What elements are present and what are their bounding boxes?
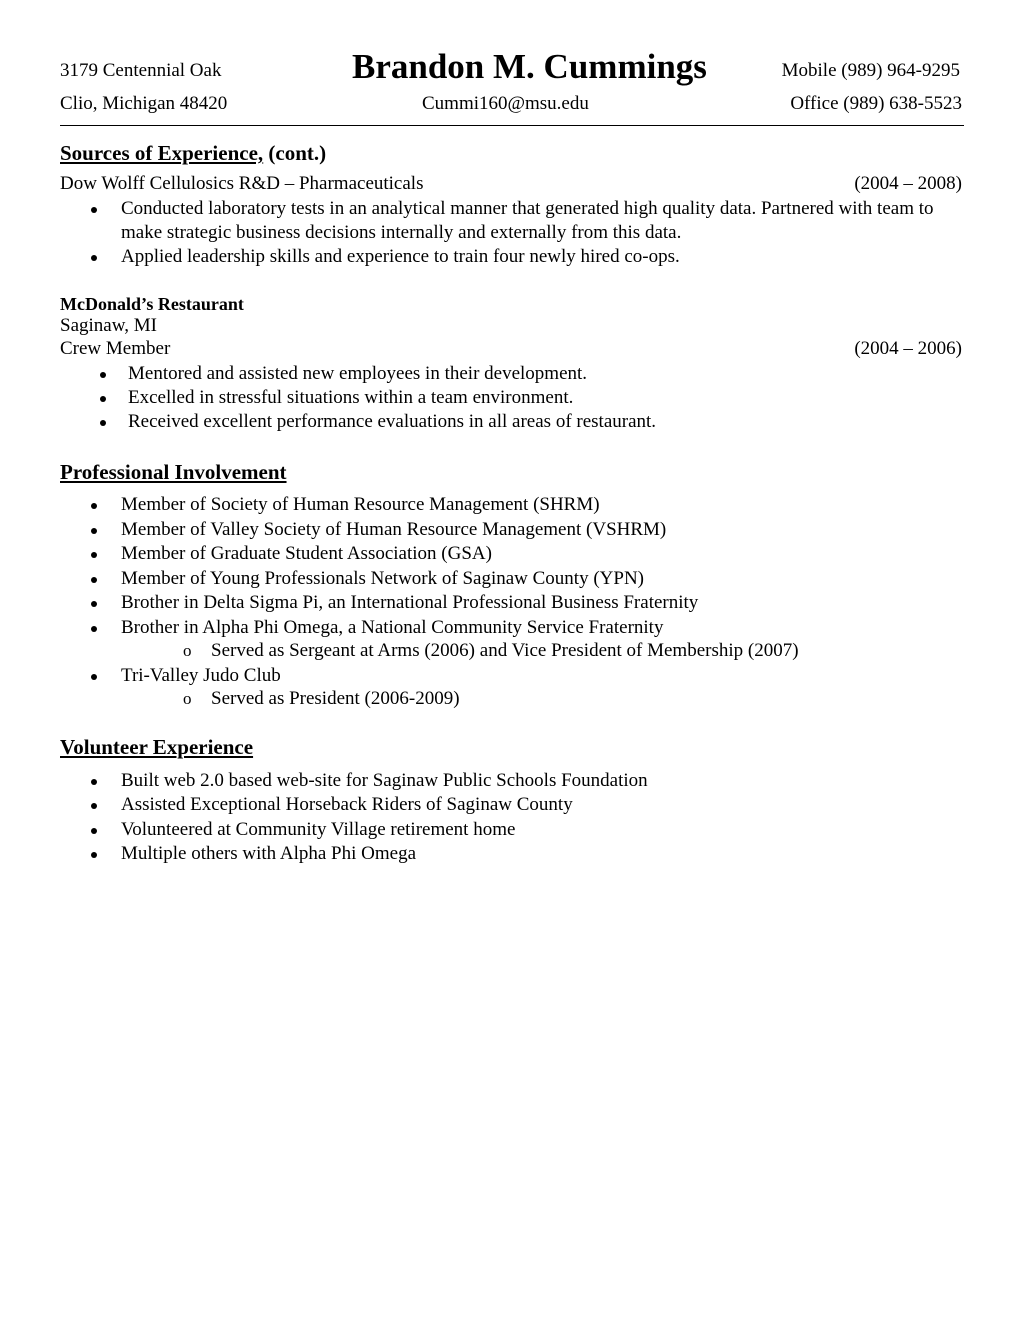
experience-title: Sources of Experience,	[60, 141, 264, 165]
volunteer-item-4: Multiple others with Alpha Phi Omega	[121, 843, 417, 864]
bullet-dot	[91, 852, 97, 858]
mobile-phone: Mobile (989) 964-9295	[781, 60, 960, 81]
volunteer-item-1: Built web 2.0 based web-site for Saginaw Public Schools Foundation	[121, 770, 648, 791]
bullet-dot	[91, 803, 97, 809]
dow-employer: Dow Wolff Cellulosics R&D – Pharmaceuticals	[60, 173, 424, 194]
bullet-dot	[91, 779, 97, 785]
bullet-dot	[91, 601, 97, 607]
mcdonalds-bullet-1: Mentored and assisted new employees in their development.	[128, 363, 588, 384]
volunteer-item-2: Assisted Exceptional Horseback Riders of Saginaw County	[121, 794, 573, 815]
sub-bullet-circle: o	[183, 689, 192, 708]
email-address: Cummi160@msu.edu	[422, 93, 589, 114]
bullet-dot	[91, 255, 97, 261]
section-title-involvement	[60, 459, 287, 485]
bullet-dot	[91, 577, 97, 583]
dow-dates: (2004 – 2008)	[854, 173, 962, 194]
involvement-item-4: Member of Young Professionals Network of Saginaw County (YPN)	[121, 568, 644, 589]
address-line-2: Clio, Michigan 48420	[60, 93, 228, 114]
experience-title-suffix: (cont.)	[263, 141, 327, 165]
volunteer-item-3: Volunteered at Community Village retirement home	[121, 819, 516, 840]
bullet-dot	[100, 372, 106, 378]
header-divider	[60, 125, 964, 126]
section-title-experience	[60, 140, 326, 166]
bullet-dot	[91, 503, 97, 509]
involvement-item-1: Member of Society of Human Resource Management (SHRM)	[121, 494, 600, 515]
mcdonalds-dates: (2004 – 2006)	[854, 338, 962, 359]
bullet-dot	[100, 420, 106, 426]
dow-bullet-2: Applied leadership skills and experience to train four newly hired co-ops.	[121, 246, 680, 267]
candidate-name: Brandon M. Cummings	[352, 47, 707, 86]
involvement-item-7: Tri-Valley Judo Club	[121, 665, 281, 686]
bullet-dot	[91, 207, 97, 213]
address-line-1: 3179 Centennial Oak	[60, 60, 222, 81]
section-title-volunteer	[60, 734, 253, 760]
bullet-dot	[100, 396, 106, 402]
mcdonalds-employer: McDonald’s Restaurant	[60, 294, 244, 314]
involvement-item-5: Brother in Delta Sigma Pi, an International Professional Business Fraternity	[121, 592, 699, 613]
mcdonalds-role: Crew Member	[60, 338, 171, 359]
bullet-dot	[91, 552, 97, 558]
involvement-sub-judo: Served as President (2006-2009)	[211, 688, 460, 709]
involvement-item-2: Member of Valley Society of Human Resource Management (VSHRM)	[121, 519, 667, 540]
involvement-item-6: Brother in Alpha Phi Omega, a National Community Service Fraternity	[121, 617, 664, 638]
bullet-dot	[91, 828, 97, 834]
involvement-sub-apo: Served as Sergeant at Arms (2006) and Vice President of Membership (2007)	[211, 640, 799, 661]
mcdonalds-location: Saginaw, MI	[60, 315, 157, 336]
volunteer-title: Volunteer Experience	[60, 735, 254, 759]
involvement-item-3: Member of Graduate Student Association (GSA)	[121, 543, 492, 564]
involvement-title: Professional Involvement	[60, 460, 287, 484]
mcdonalds-bullet-3: Received excellent performance evaluations in all areas of restaurant.	[128, 411, 657, 432]
bullet-dot	[91, 626, 97, 632]
sub-bullet-circle: o	[183, 641, 192, 660]
dow-bullet-1: Conducted laboratory tests in an analytical manner that generated high quality data. Partnered with team to make strategic business decisions internally and externally from this data.	[121, 198, 934, 243]
mcdonalds-bullet-2: Excelled in stressful situations within a team environment.	[128, 387, 574, 408]
office-phone: Office (989) 638-5523	[790, 93, 962, 114]
bullet-dot	[91, 674, 97, 680]
bullet-dot	[91, 528, 97, 534]
